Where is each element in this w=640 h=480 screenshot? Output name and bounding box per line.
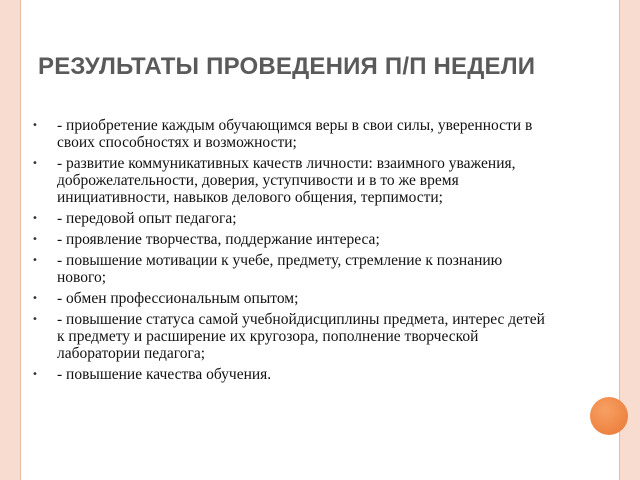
bullet-icon: • [32,369,38,380]
bullet-icon: • [32,314,38,325]
bullet-item [32,117,552,151]
bullet-text: - передовой опыт педагога; [57,210,237,227]
bullet-icon: • [32,158,38,169]
bullet-text: - развитие коммуникативных качеств личности: взаимного уважения, доброжелательности, доверия, уступчивости и в то же время инициативности, навыков делового общения, терпимости; [57,155,516,206]
bullet-icon: • [32,234,38,245]
bullet-list [32,117,552,387]
bullet-item [32,155,552,206]
bullet-icon: • [32,213,38,224]
slide-panel [20,0,620,480]
bullet-item [32,311,552,362]
bullet-icon: • [32,255,38,266]
bullet-text: - повышение статуса самой учебнойдисциплины предмета, интерес детей к предмету и расширение их кругозора, пополнение творческой лаборатории педагога; [57,311,545,362]
bullet-item [32,252,552,286]
bullet-item [32,231,552,248]
bullet-item [32,290,552,307]
left-border-line [20,0,21,480]
bullet-icon: • [32,293,38,304]
decorative-orange-circle [590,397,628,435]
slide-title: РЕЗУЛЬТАТЫ ПРОВЕДЕНИЯ П/П НЕДЕЛИ [38,53,536,80]
bullet-text: - повышение качества обучения. [57,366,272,383]
bullet-icon: • [32,120,38,131]
bullet-text: - обмен профессиональным опытом; [57,290,299,307]
bullet-item [32,210,552,227]
bullet-text: - проявление творчества, поддержание интереса; [57,231,380,248]
bullet-text: - повышение мотивации к учебе, предмету, стремление к познанию нового; [57,252,503,286]
bullet-item [32,366,552,383]
bullet-text: - приобретение каждым обучающимся веры в свои силы, уверенности в своих способностях и возможности; [57,117,533,151]
